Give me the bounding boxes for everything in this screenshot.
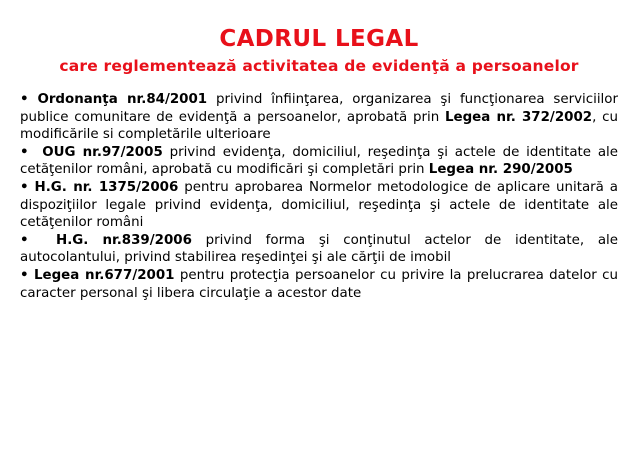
bullet-icon: • — [20, 179, 29, 195]
list-item — [20, 267, 618, 302]
legal-acts-list — [20, 91, 618, 302]
act-name: H.G. nr.839/2006 — [55, 232, 192, 248]
act-reference: Legea nr. 372/2002 — [444, 109, 593, 125]
list-item — [20, 144, 618, 179]
act-description: pentru protecţia persoanelor cu privire la prelucrarea datelor cu caracter personal şi libera circulaţie a acestor date — [20, 267, 618, 301]
act-name: OUG nr.97/2005 — [42, 144, 163, 160]
list-item — [20, 179, 618, 232]
act-description: pentru aprobarea Normelor metodologice de aplicare unitară a dispoziţiilor legale privind evidenţa, domiciliul, reşedinţa şi actele de identitate ale cetăţenilor români — [20, 179, 618, 231]
act-name: Ordonanţa nr.84/2001 — [37, 92, 208, 107]
act-reference: Legea nr. 290/2005 — [428, 162, 573, 178]
bullet-icon: • — [20, 232, 29, 248]
act-description: privind înfiinţarea, organizarea şi funcţionarea serviciilor publice comunitare de evidenţă a persoanelor, aprobată prin — [20, 92, 618, 125]
bullet-icon: • — [20, 267, 29, 283]
bullet-icon: • — [20, 144, 29, 160]
act-name: Legea nr.677/2001 — [33, 267, 175, 283]
act-name: H.G. nr. 1375/2006 — [34, 179, 179, 195]
act-description: privind forma şi conţinutul actelor de identitate, ale autocolantului, privind stabilirea reşedinţei şi ale cărţii de imobil — [20, 232, 618, 266]
act-description: privind evidenţa, domiciliul, reşedinţa şi actele de identitate ale cetăţenilor români, aprobată cu modificări şi completări prin — [20, 144, 618, 178]
list-item — [20, 232, 618, 267]
list-item — [20, 91, 618, 144]
page-title: CADRUL LEGAL — [219, 26, 419, 52]
page-subtitle: care reglementează activitatea de evidenţă a persoanelor — [59, 57, 579, 75]
bullet-icon: • — [20, 92, 29, 107]
act-description: , cu modificările si completările ulterioare — [20, 109, 618, 143]
